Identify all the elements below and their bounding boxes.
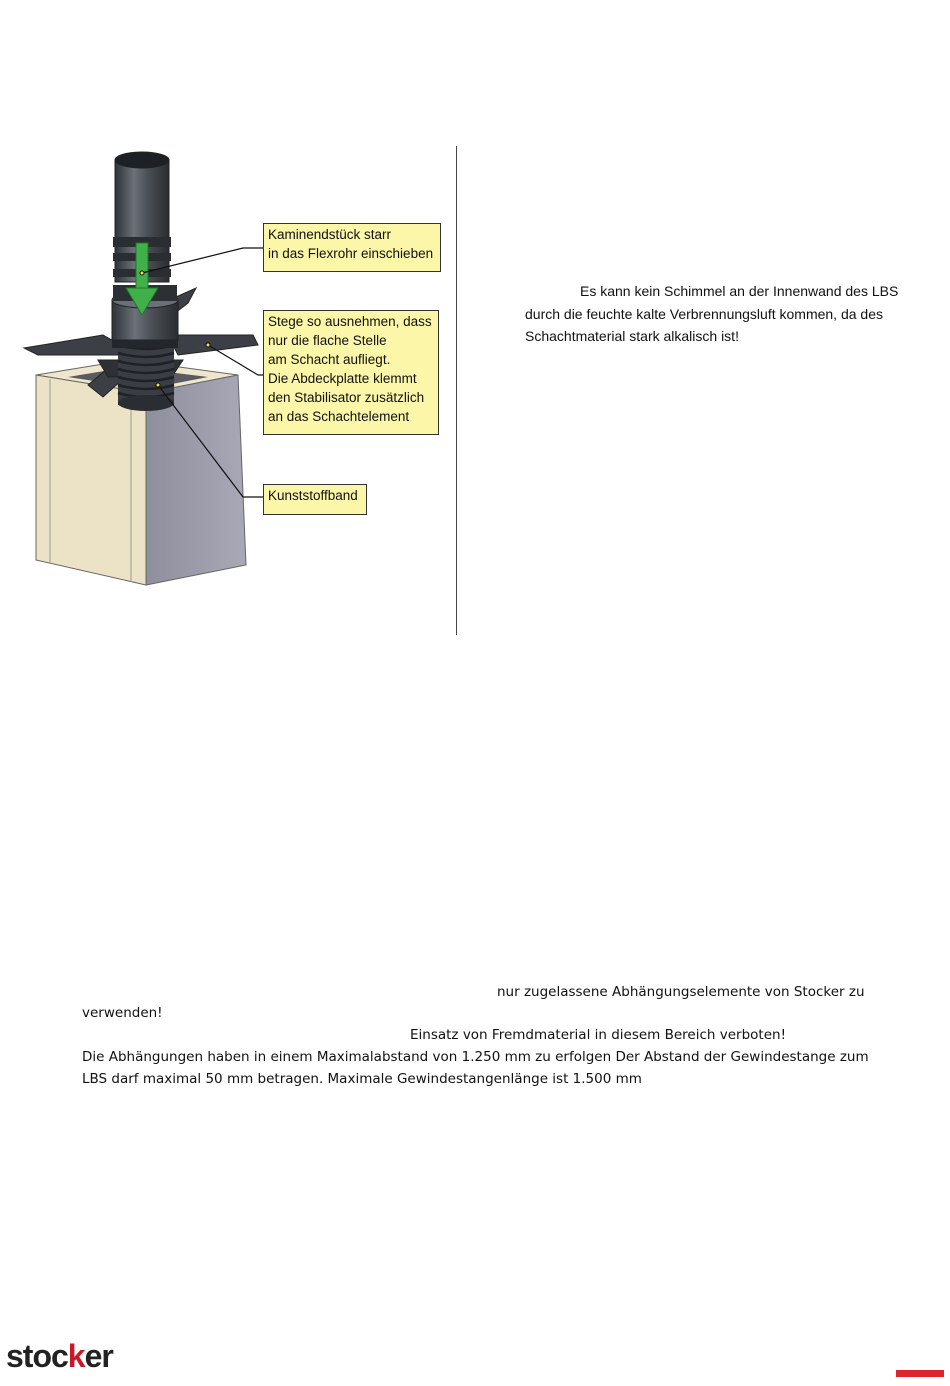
callout-webs-line3: am Schacht aufliegt.	[268, 352, 391, 367]
suspension-text-line3: Einsatz von Fremdmaterial in diesem Bereich verboten!	[410, 1027, 787, 1043]
callout-insert-line2: in das Flexrohr einschieben	[268, 246, 434, 261]
callout-webs-line2: nur die flache Stelle	[268, 333, 387, 348]
column-divider	[456, 146, 457, 635]
stocker-logo: stocker	[6, 1338, 113, 1374]
suspension-text-line4: Die Abhängungen haben in einem Maximalabstand von 1.250 mm zu erfolgen Der Abstand der Gewindestange zum	[82, 1049, 869, 1065]
callout-webs-line4: Die Abdeckplatte klemmt	[268, 371, 417, 386]
footer-accent-bar	[896, 1370, 944, 1377]
callout-band-label: Kunststoffband	[268, 488, 358, 503]
mold-note-line2: durch die feuchte kalte Verbrennungsluft kommen, da des	[525, 305, 883, 322]
suspension-text-line5: LBS darf maximal 50 mm betragen. Maximale Gewindestangenlänge ist 1.500 mm	[82, 1071, 642, 1087]
callout-webs	[263, 310, 439, 435]
suspension-text-line1: nur zugelassene Abhängungselemente von Stocker zu	[497, 984, 865, 1000]
callout-webs-line1: Stege so ausnehmen, dass	[268, 314, 432, 329]
callout-insert-line1: Kaminendstück starr	[268, 227, 392, 242]
mold-note	[525, 280, 925, 348]
callout-insert	[263, 223, 441, 272]
mold-note-line1: Es kann kein Schimmel an der Innenwand des LBS	[580, 283, 899, 299]
callout-band	[263, 484, 367, 515]
callout-webs-line6: an das Schachtelement	[268, 409, 410, 424]
mold-note-line3: Schachtmaterial stark alkalisch ist!	[525, 328, 739, 344]
callout-webs-line5: den Stabilisator zusätzlich	[268, 390, 425, 405]
suspension-text-line2: verwenden!	[82, 1005, 163, 1021]
stocker-logo-accent: k	[67, 1338, 85, 1374]
